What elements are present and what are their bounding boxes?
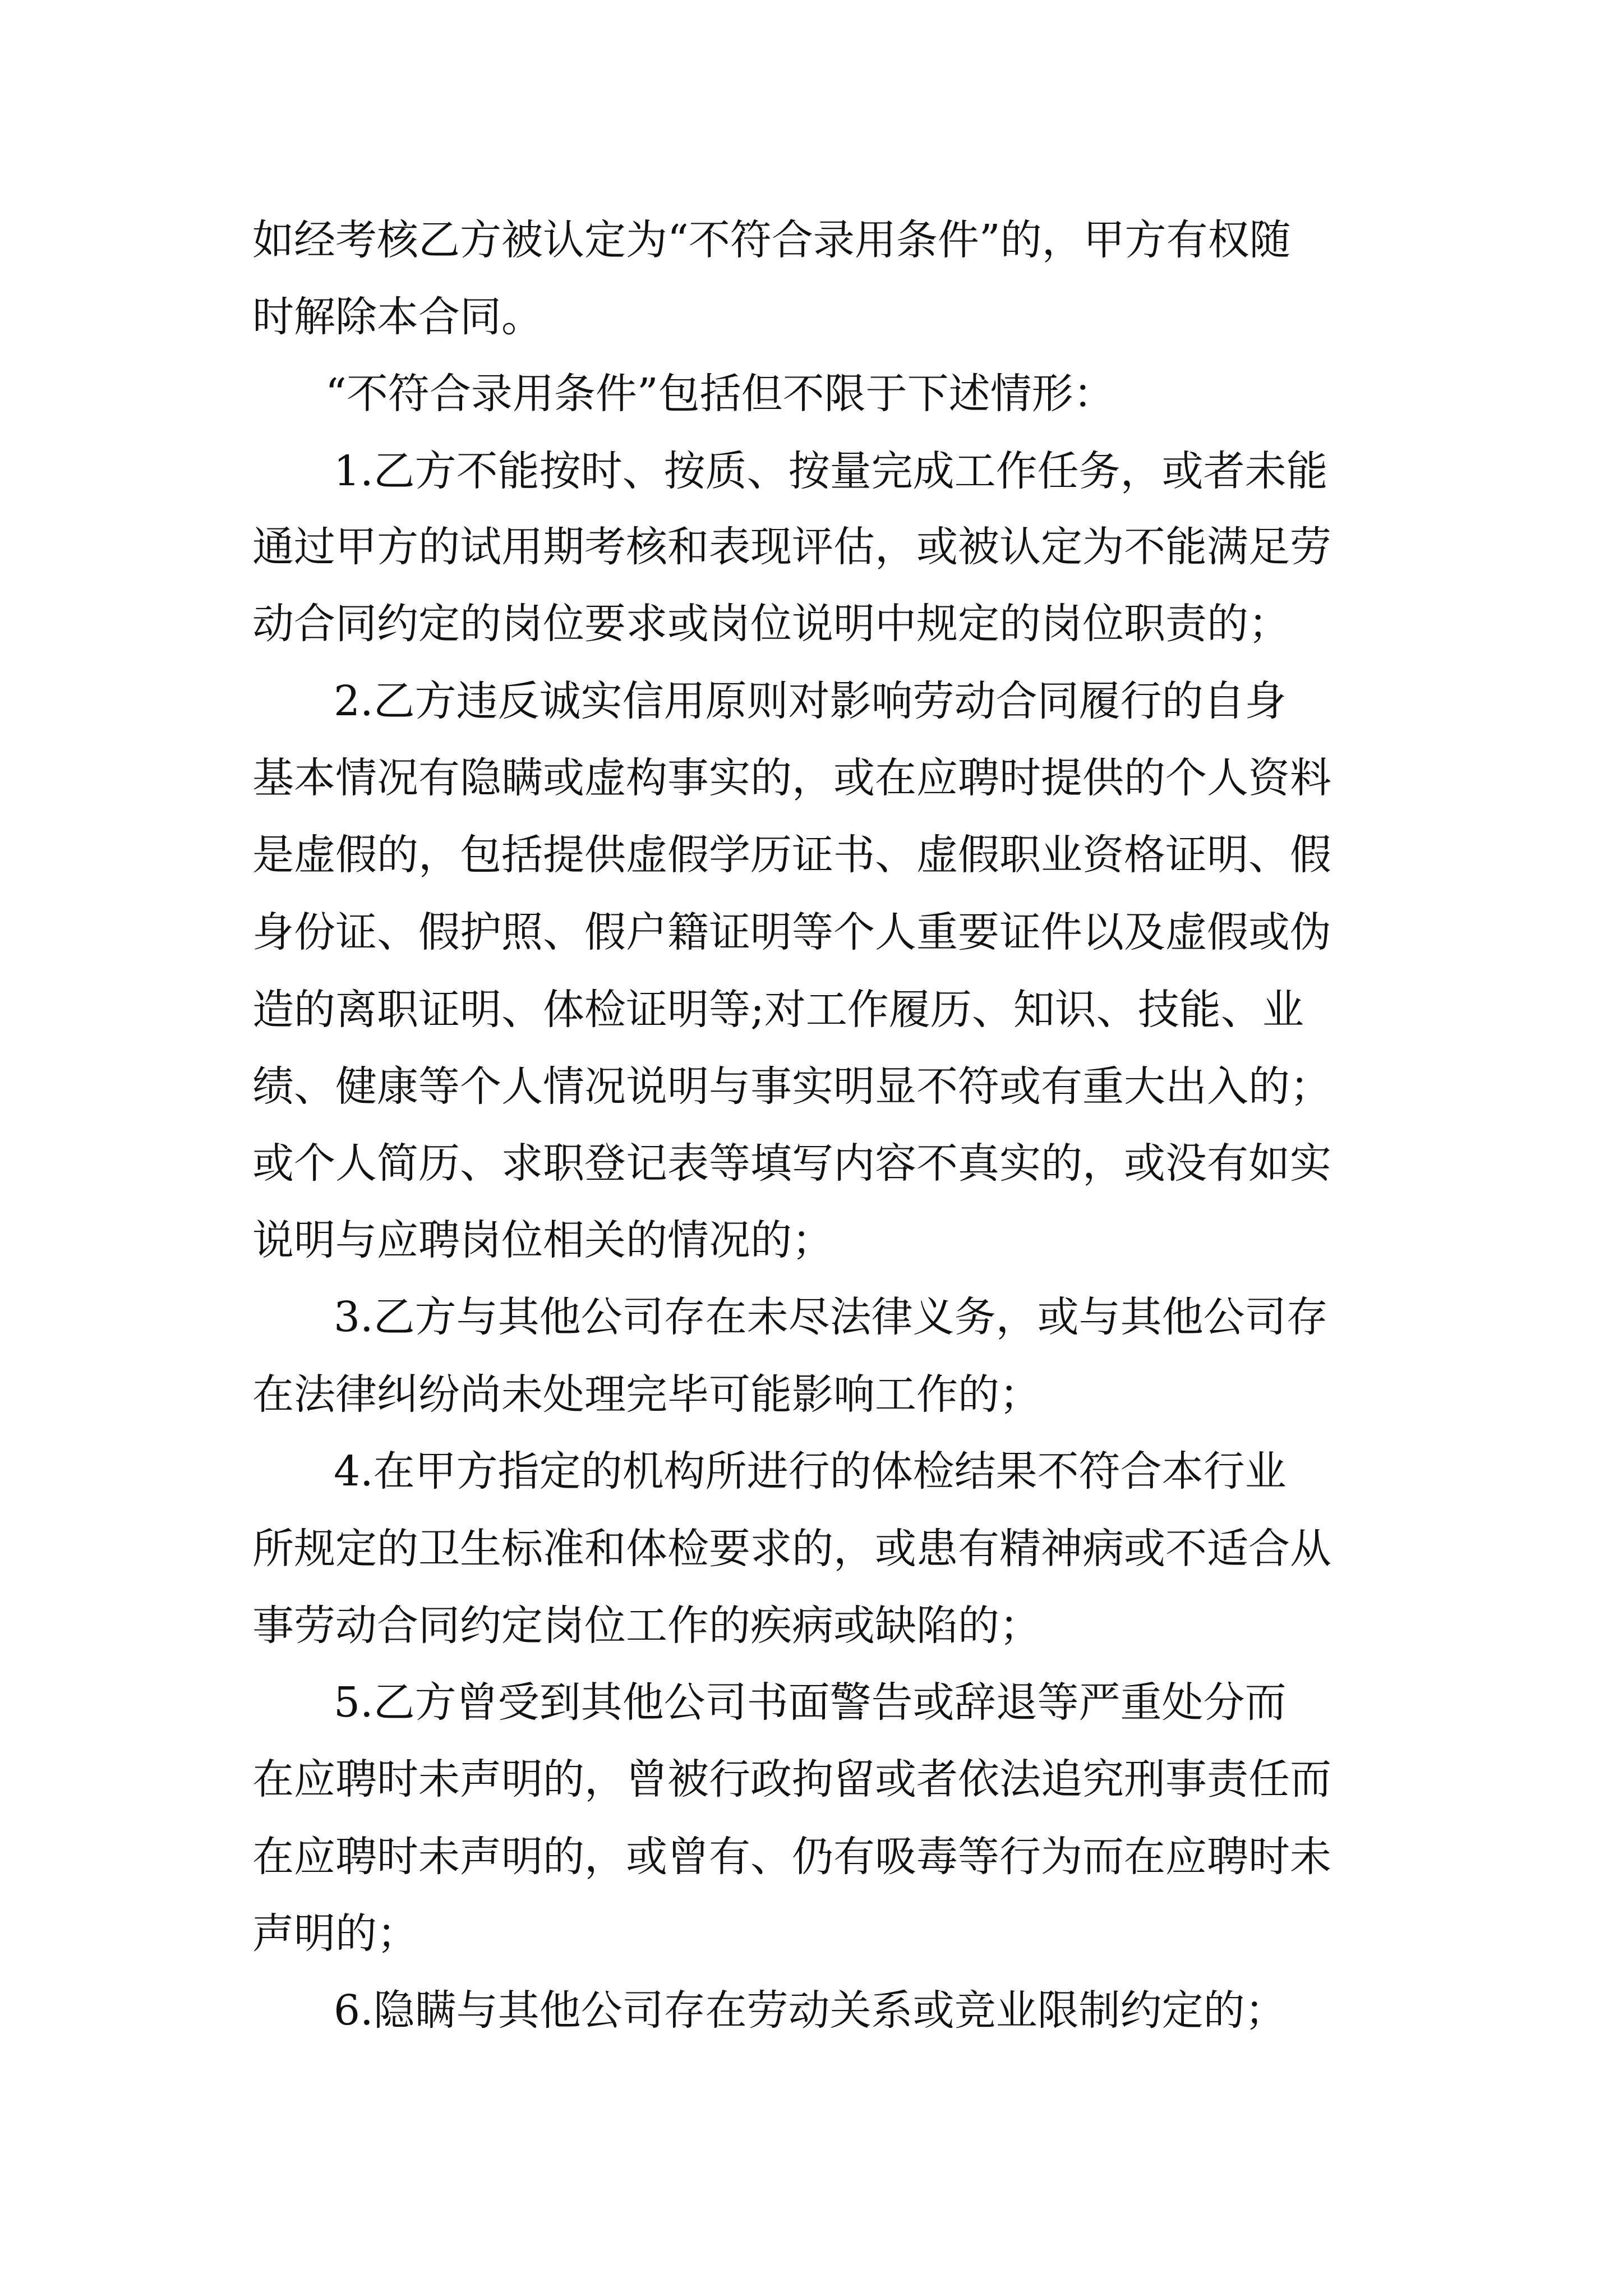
- text-line: “不符合录用条件”包括但不限于下述情形：: [325, 370, 1115, 418]
- text-line: 3.乙方与其他公司存在未尽法律义务，或与其他公司存: [334, 1293, 1328, 1341]
- text-line: 4.在甲方指定的机构所进行的体检结果不符合本行业: [334, 1447, 1287, 1496]
- text-line: 如经考核乙方被认定为“不符合录用条件”的，甲方有权随: [252, 216, 1291, 264]
- text-line: 所规定的卫生标准和体检要求的，或患有精神病或不适合从: [252, 1525, 1331, 1573]
- text-line: 动合同约定的岗位要求或岗位说明中规定的岗位职责的；: [252, 600, 1290, 648]
- text-line: 或个人简历、求职登记表等填写内容不真实的，或没有如实: [252, 1139, 1331, 1188]
- text-line: 时解除本合同。: [252, 293, 543, 341]
- text-line: 绩、健康等个人情况说明与事实明显不符或有重大出入的；: [252, 1062, 1331, 1111]
- text-line: 基本情况有隐瞒或虚构事实的，或在应聘时提供的个人资料: [252, 754, 1331, 802]
- text-line: 身份证、假护照、假户籍证明等个人重要证件以及虚假或伪: [252, 908, 1331, 956]
- text-line: 2.乙方违反诚实信用原则对影响劳动合同履行的自身: [334, 677, 1287, 725]
- text-line: 6.隐瞒与其他公司存在劳动关系或竞业限制约定的；: [334, 1986, 1287, 2035]
- text-line: 声明的；: [252, 1910, 418, 1958]
- text-line: 在法律纠纷尚未处理完毕可能影响工作的；: [252, 1370, 1041, 1419]
- text-line: 说明与应聘岗位相关的情况的；: [252, 1216, 833, 1264]
- text-line: 事劳动合同约定岗位工作的疾病或缺陷的；: [252, 1602, 1041, 1650]
- text-line: 通过甲方的试用期考核和表现评估，或被认定为不能满足劳: [252, 523, 1331, 571]
- text-line: 是虚假的，包括提供虚假学历证书、虚假职业资格证明、假: [252, 831, 1331, 879]
- text-line: 造的离职证明、体检证明等;对工作履历、知识、技能、业: [252, 986, 1304, 1034]
- text-line: 1.乙方不能按时、按质、按量完成工作任务，或者未能: [334, 447, 1328, 495]
- text-line: 在应聘时未声明的，曾被行政拘留或者依法追究刑事责任而: [252, 1755, 1331, 1803]
- text-line: 在应聘时未声明的，或曾有、仍有吸毒等行为而在应聘时未: [252, 1833, 1331, 1881]
- text-line: 5.乙方曾受到其他公司书面警告或辞退等严重处分而: [334, 1678, 1287, 1727]
